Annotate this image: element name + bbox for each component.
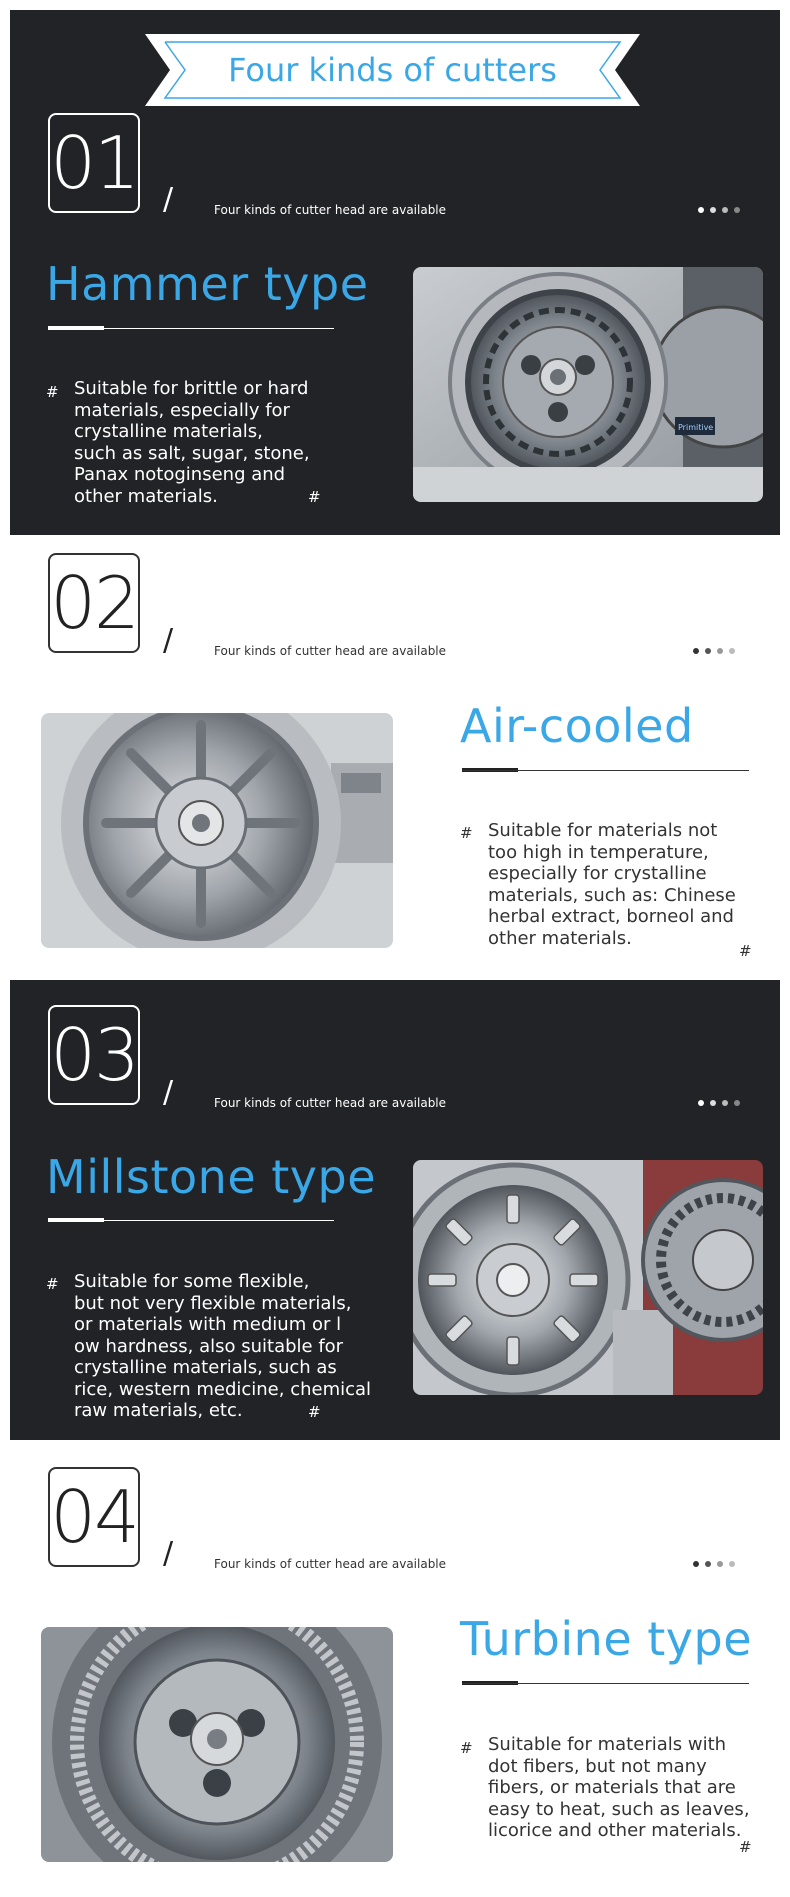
description-line: Suitable for materials with	[488, 1734, 727, 1755]
hash-mark-close: #	[308, 1403, 321, 1421]
section-turbine-type	[10, 1440, 780, 1897]
banner-title: Four kinds of cutters	[228, 51, 557, 89]
cutter-description	[488, 820, 736, 949]
title-underline	[462, 770, 749, 771]
description-line: rice, western medicine, chemical	[74, 1378, 372, 1400]
section-number: 02	[48, 553, 140, 653]
brand-label: Primitive	[678, 423, 714, 432]
description-line: Suitable for some flexible,	[74, 1271, 310, 1292]
description-line: Suitable for materials not	[488, 820, 718, 841]
cutter-type-title: Turbine type	[460, 1612, 752, 1666]
description-line: but not very flexible materials,	[74, 1292, 352, 1314]
description-line: other materials.	[488, 927, 632, 949]
slash-separator: /	[163, 1075, 174, 1110]
hash-mark-open: #	[46, 1275, 59, 1293]
description-line: such as salt, sugar, stone,	[74, 442, 310, 464]
title-underline	[48, 328, 334, 329]
hash-mark-close: #	[308, 488, 321, 506]
section-air-cooled	[10, 535, 780, 980]
section-subtitle: Four kinds of cutter head are available	[214, 1096, 447, 1110]
description-line: licorice and other materials.	[488, 1820, 742, 1841]
cutter-description	[74, 378, 310, 507]
description-line: dot fibers, but not many	[488, 1755, 707, 1777]
millstone-cutter-photo	[413, 1160, 763, 1395]
description-line: raw materials, etc.	[74, 1400, 243, 1421]
section-subtitle: Four kinds of cutter head are available	[214, 644, 447, 658]
description-line: crystalline materials, such as	[74, 1357, 337, 1378]
description-line: fibers, or materials that are	[488, 1777, 736, 1798]
pagination-dots-icon	[698, 207, 740, 213]
slash-separator: /	[163, 182, 174, 217]
section-subtitle: Four kinds of cutter head are available	[214, 1557, 447, 1571]
description-line: Panax notoginseng and	[74, 464, 286, 485]
section-millstone-type	[10, 980, 780, 1440]
description-line: ow hardness, also suitable for	[74, 1335, 344, 1357]
hash-mark-open: #	[460, 824, 473, 842]
description-line: too high in temperature,	[488, 841, 709, 863]
description-line: or materials with medium or l	[74, 1314, 342, 1335]
hash-mark-close: #	[739, 942, 752, 960]
pagination-dots-icon	[693, 648, 735, 654]
pagination-dots-icon	[693, 1561, 735, 1567]
hash-mark-close: #	[739, 1838, 752, 1856]
cutter-type-title: Hammer type	[46, 257, 369, 311]
cutter-description	[488, 1734, 750, 1842]
hammer-cutter-photo	[413, 267, 763, 502]
hash-mark-open: #	[460, 1739, 473, 1757]
description-line: materials, especially for	[74, 399, 290, 421]
section-number: 01	[48, 113, 140, 213]
description-line: materials, such as: Chinese	[488, 884, 736, 906]
slash-separator: /	[163, 1536, 174, 1571]
description-line: Suitable for brittle or hard	[74, 378, 309, 399]
pagination-dots-icon	[698, 1100, 740, 1106]
title-underline	[462, 1683, 749, 1684]
section-number: 04	[48, 1467, 140, 1567]
section-hammer-type	[10, 10, 780, 535]
description-line: herbal extract, borneol and	[488, 906, 734, 927]
description-line: especially for crystalline	[488, 863, 707, 884]
description-line: easy to heat, such as leaves,	[488, 1798, 750, 1820]
title-underline	[48, 1220, 334, 1221]
air-cooled-cutter-photo	[41, 713, 393, 948]
turbine-cutter-photo	[41, 1627, 393, 1862]
hash-mark-open: #	[46, 383, 59, 401]
description-line: other materials.	[74, 485, 218, 507]
cutter-description	[74, 1271, 371, 1422]
slash-separator: /	[163, 623, 174, 658]
cutter-type-title: Air-cooled	[460, 699, 694, 753]
cutter-type-title: Millstone type	[46, 1150, 377, 1204]
title-banner	[145, 34, 640, 106]
section-subtitle: Four kinds of cutter head are available	[214, 203, 447, 217]
description-line: crystalline materials,	[74, 421, 263, 442]
section-number: 03	[48, 1005, 140, 1105]
